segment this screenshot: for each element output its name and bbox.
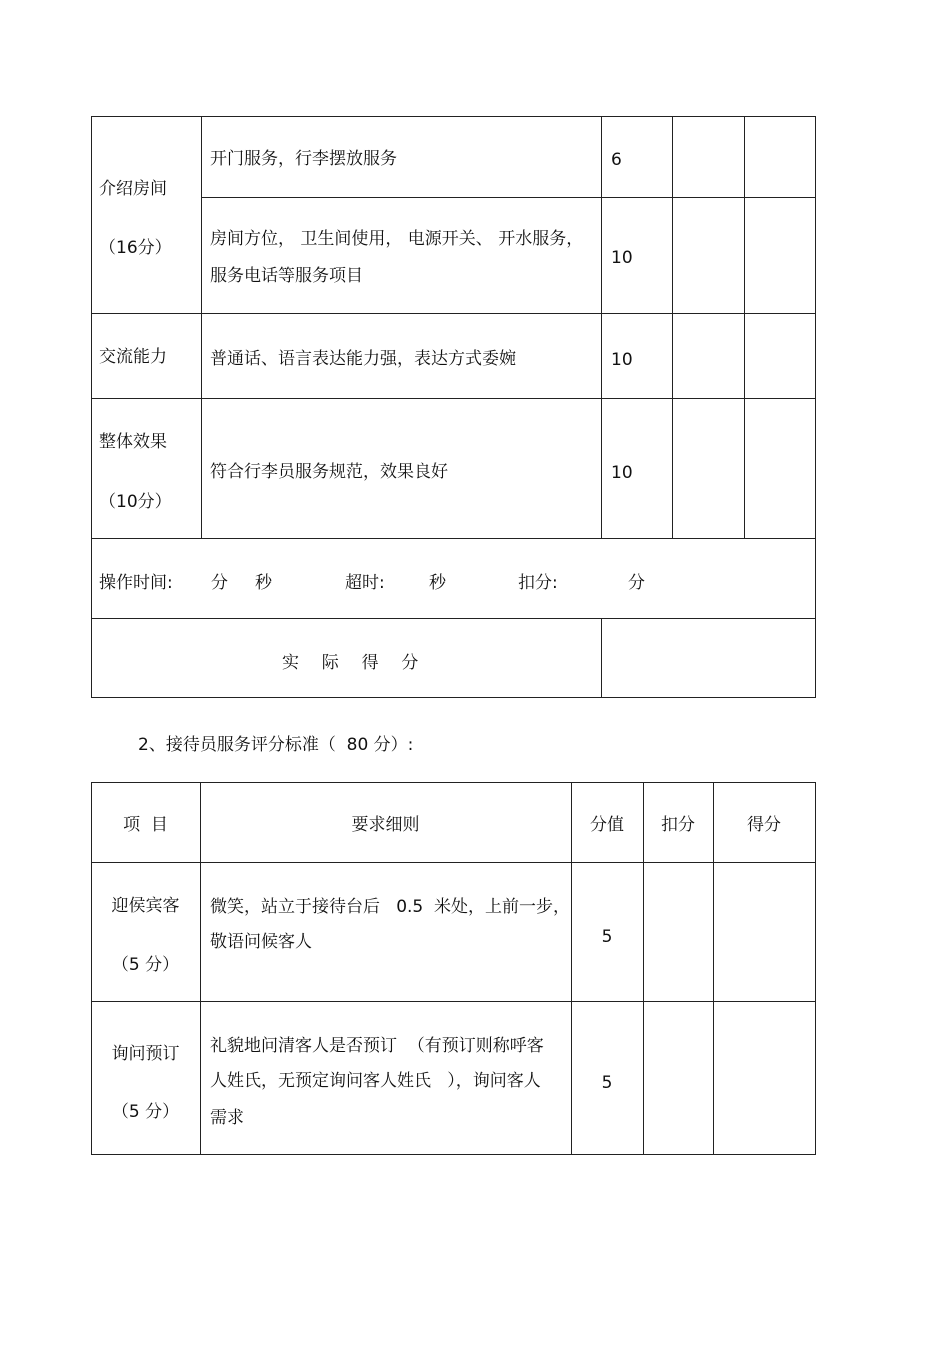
requirement-text: 服务电话等服务项目: [210, 266, 363, 286]
category-points: （5 分）: [111, 955, 180, 975]
category-label: 交流能力: [99, 347, 167, 367]
deduct-unit: 分: [628, 573, 645, 593]
header-score: 得分: [747, 815, 781, 835]
second-unit: 秒: [255, 573, 272, 593]
requirement-text: 开门服务，行李摆放服务: [210, 149, 397, 169]
requirement-text: 人姓氏，无预定询问客人姓氏 ），询问客人: [210, 1071, 541, 1091]
requirement-text: 礼貌地问清客人是否预订 （有预订则称呼客: [210, 1036, 544, 1056]
category-label: 询问预订: [111, 1044, 180, 1064]
header-requirement: 要求细则: [351, 815, 420, 835]
actual-score-label: 实 际 得 分: [282, 653, 423, 673]
requirement-text: 微笑，站立于接待台后 0.5 米处，上前一步，: [210, 897, 571, 917]
deduct-label: 扣分:: [518, 573, 558, 593]
section-title: 2、接待员服务评分标准（ 80 分）:: [138, 735, 414, 755]
score-value: 6: [611, 150, 622, 170]
category-points: （10分）: [99, 492, 172, 512]
header-points: 分值: [590, 815, 624, 835]
operation-time-label: 操作时间:: [99, 573, 173, 593]
header-item: 项 目: [123, 815, 168, 835]
score-value: 10: [611, 463, 633, 483]
requirement-text: 普通话、语言表达能力强，表达方式委婉: [210, 349, 516, 369]
requirement-text: 需求: [210, 1108, 244, 1128]
overtime-second-unit: 秒: [429, 573, 446, 593]
minute-unit: 分: [211, 573, 228, 593]
category-label: 介绍房间: [99, 179, 167, 199]
category-points: （5 分）: [111, 1102, 180, 1122]
score-value: 5: [601, 927, 613, 947]
requirement-text: 房间方位， 卫生间使用， 电源开关、 开水服务，: [210, 229, 584, 249]
requirement-text: 符合行李员服务规范，效果良好: [210, 462, 448, 482]
category-label: 迎侯宾客: [111, 896, 180, 916]
header-deduction: 扣分: [661, 815, 695, 835]
score-value: 10: [611, 248, 633, 268]
score-value: 10: [611, 350, 633, 370]
overtime-label: 超时:: [345, 573, 385, 593]
category-points: （16分）: [99, 238, 172, 258]
category-label: 整体效果: [99, 432, 167, 452]
requirement-text: 敬语问候客人: [210, 932, 312, 952]
score-value: 5: [601, 1073, 613, 1093]
